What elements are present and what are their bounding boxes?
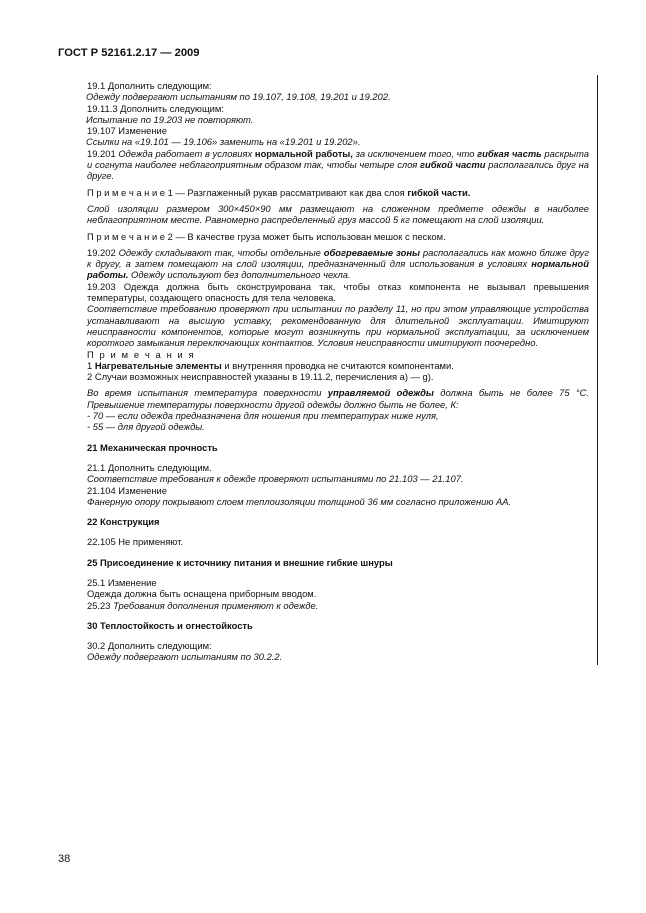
para [87, 148, 589, 182]
text-span: управляемой одежды [327, 387, 434, 399]
text-span: 19.201 [87, 147, 119, 159]
para: 25.1 Изменение [87, 576, 157, 588]
change-bar [597, 75, 598, 665]
text-span: гибкая часть [477, 147, 542, 159]
para: 21.1 Дополнить следующим. [87, 461, 212, 473]
text-span: и внутренняя проводка не считаются компонентами. [221, 359, 454, 371]
text-span: нормальной работы. [87, 258, 589, 281]
text-span: гибкой части. [407, 186, 471, 198]
para: 21.104 Изменение [87, 484, 167, 496]
note-item [87, 360, 589, 371]
text-span: Требования дополнения применяют к одежде. [113, 599, 319, 611]
text-span: располагались друг на друге. [87, 159, 589, 182]
text-span: Во время испытания температура поверхности [87, 387, 328, 399]
note-item: 2 Случаи возможных неисправностей указаны в 19.11.2, перечисления а) — g). [87, 371, 434, 383]
section-title: 21 Механическая прочность [87, 441, 218, 453]
para [87, 387, 589, 410]
para: Ссылки на «19.101 — 19.106» заменить на «19.201 и 19.202». [86, 136, 361, 148]
document-body [87, 80, 589, 663]
para [87, 247, 589, 281]
text-span: Одежду используют без дополнительного чехла. [128, 269, 351, 281]
page-number: 38 [58, 853, 71, 865]
para: Испытание по 19.203 не повторяют. [86, 113, 254, 125]
para: Соответствие требованию проверяют при испытании по разделу 11, но при этом управляющие устройства устанавливают на высшую уставку, рекомендованную для длительной эксплуатации. Имитируют неисправности компонентов, которые могут возникнуть при нормальной эксплуатации, за исключением короткого замыкания переключающих контактов. Условия неисправности имитируют поочередно. [87, 303, 589, 349]
text-span: за исключением того, что [352, 147, 478, 159]
text-span: 19.202 [87, 246, 119, 258]
text-span: 25.23 [87, 599, 114, 611]
list-item: - 55 — для другой одежды. [87, 421, 205, 433]
text-span: Одежду складывают так, чтобы отдельные [118, 246, 324, 258]
para: Соответствие требования к одежде проверяют испытаниями по 21.103 — 21.107. [87, 473, 464, 485]
text-span: должна быть не более 75 °С. Превышение температуры поверхности другой одежды должно быть не более, К: [87, 387, 589, 410]
text-span: Нагревательные элементы [94, 359, 222, 371]
text-span: гибкой части [419, 159, 486, 171]
para: 19.11.3 Дополнить следующим: [87, 102, 224, 114]
text-span: 1 [87, 359, 95, 371]
para: Одежда должна быть оснащена приборным вводом. [87, 588, 317, 600]
section-title: 25 Присоединение к источнику питания и внешние гибкие шнуры [87, 556, 393, 568]
para: 19.203 Одежда должна быть сконструирована так, чтобы отказ компонента не вызывал превышения температуры, создающего опасность для тела человека. [87, 280, 589, 304]
section-title: 22 Конструкция [87, 516, 160, 528]
list-item: - 70 — если одежда предназначена для ношения при температурах ниже нуля, [87, 410, 439, 422]
para: 30.2 Дополнить следующим: [87, 640, 212, 652]
note: П р и м е ч а н и е 2 — В качестве груза может быть использован мешок с песком. [87, 230, 446, 242]
para: Слой изоляции размером 300×450×90 мм размещают на сложенном предмете одежды в наиболее неблагоприятном месте. Равномерно распределенный груз массой 5 кг помещают на слой изоляции. [87, 202, 589, 226]
para: 22.105 Не применяют. [87, 536, 183, 548]
para: Одежду подвергают испытаниям по 30.2.2. [87, 651, 283, 663]
para: 19.1 Дополнить следующим: [87, 80, 212, 91]
text-span: П р и м е ч а н и е 1 — Разглаженный рукав рассматривают как два слоя [87, 186, 408, 198]
note [87, 187, 589, 198]
para [87, 600, 589, 611]
para: Фанерную опору покрывают слоем теплоизоляции толщиной 36 мм согласно приложению АА. [87, 495, 512, 507]
page-header: ГОСТ Р 52161.2.17 — 2009 [58, 47, 200, 59]
notes-title: П р и м е ч а н и я [87, 348, 196, 360]
text-span: располагались как можно ближе друг к другу, а затем помещают на слой изоляции, предназначенный для использования в условиях [87, 246, 589, 270]
section-title: 30 Теплостойкость и огнестойкость [87, 619, 253, 631]
text-span: обогреваемые зоны [323, 246, 420, 258]
text-span: раскрыта и согнута наиболее неблагоприятным образом так, чтобы четыре слоя [87, 147, 590, 171]
para: 19.107 Изменение [87, 125, 167, 137]
text-span: Одежда работает в условиях [118, 147, 255, 159]
text-span: нормальной работы, [254, 147, 353, 159]
para: Одежду подвергают испытаниям по 19.107, 19.108, 19.201 и 19.202. [86, 91, 391, 103]
